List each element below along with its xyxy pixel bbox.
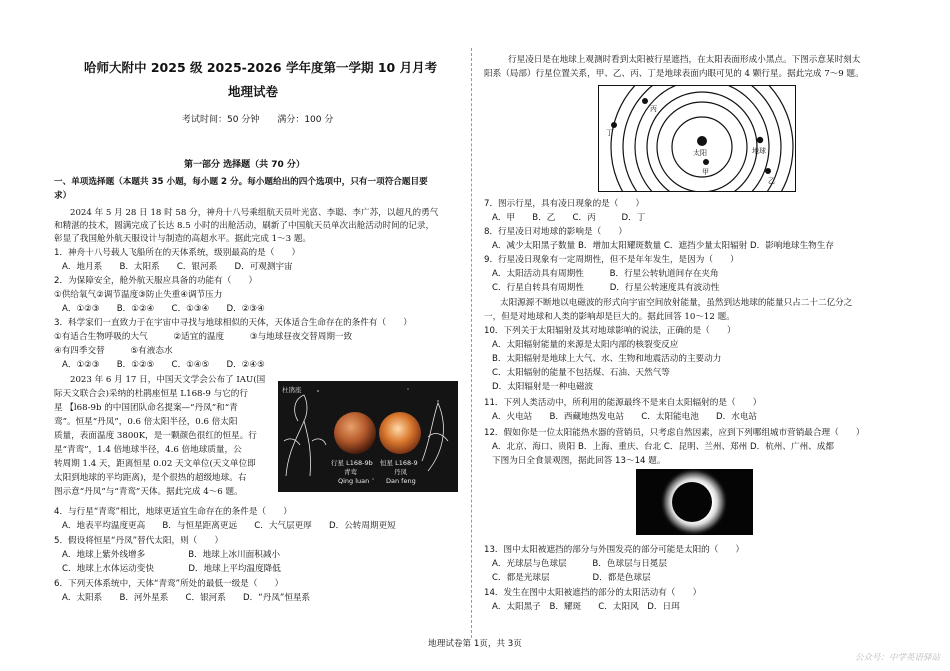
question-4-options: A．地表平均温度更高 B．与恒星距离更远 C．大气层更厚 D．公转周期更短: [62, 521, 396, 531]
instruction-line-1: 一、单项选择题（本题共 35 小题，每小题 2 分。每小题给出的四个选项中，只有一项符合题目要: [54, 177, 428, 187]
radiation-passage-line-1: 太阳源源不断地以电磁波的形式向宇宙空间放射能量，虽然到达地球的能量只占二十二亿分之: [500, 298, 853, 308]
danfeng-qingluan-image: [278, 381, 458, 492]
passage-2-line-5: 质量，表面温度 3800K，是一颗颜色很红的恒星。行: [54, 431, 257, 441]
question-1-options: A．地月系 B．太阳系 C．银河系 D．可观测宇宙: [62, 262, 293, 272]
jia-dot: [703, 159, 709, 165]
question-3-items-1: ①有适合生物呼吸的大气 ②适宜的温度 ③与地球昼夜交替周期一致: [54, 332, 353, 342]
passage-2-line-6: 星“青鸾”，1.4 倍地球半径，4.6 倍地球质量，公: [54, 445, 242, 455]
passage-1-line-2: 和精湛的技术，圆满完成了长达 8.5 小时的出舱活动，刷新了中国航天员单次出舱活动时间的记录，: [54, 221, 435, 231]
question-10-option-a: A．太阳辐射能量的来源是太阳内部的核裂变反应: [492, 340, 679, 350]
question-14: 14．发生在图中太阳被遮挡的部分的太阳活动有（ ）: [484, 588, 702, 598]
question-8-options: A．减少太阳黑子数量 B．增加太阳耀斑数量 C．遮挡少量太阳辐射 D．影响地球生物生存: [492, 241, 834, 251]
orbit-diagram: [598, 85, 796, 192]
question-11: 11．下列人类活动中，所利用的能源最终不是来自太阳辐射的是（ ）: [484, 398, 762, 408]
exam-info: 考试时间：50 分钟 满分：100 分: [182, 115, 334, 125]
question-1: 1．神舟十八号载人飞船所在的天体系统，级别最高的是（ ）: [54, 248, 301, 258]
solar-eclipse-figure: [636, 469, 753, 535]
sun-label: 太阳: [693, 149, 707, 157]
question-10: 10．下列关于太阳辐射及其对地球影响的说法，正确的是（ ）: [484, 326, 736, 336]
question-6: 6．下列天体系统中，天体“青鸾”所处的最低一级是（ ）: [54, 579, 284, 589]
passage-1-line-3: 彰显了我国舱外航天服设计与制造的高超水平。据此完成 1～3 题。: [54, 234, 312, 244]
jia-label: 甲: [702, 168, 709, 176]
question-11-options: A．火电站 B．西藏地热发电站 C．太阳能电池 D．水电站: [492, 412, 758, 422]
qingluan-label-3: Qing luan: [338, 477, 370, 485]
question-10-option-b: B．太阳辐射是地球上大气、水、生物和地震活动的主要动力: [492, 354, 722, 364]
question-5: 5．假设将恒星“丹凤”替代太阳，则（ ）: [54, 536, 224, 546]
subject-title: 地理试卷: [228, 84, 279, 99]
question-3-items-2: ④有四季交替 ⑤有液态水: [54, 346, 173, 356]
question-6-options: A．太阳系 B．河外星系 C．银河系 D．“丹凤”恒星系: [62, 593, 311, 603]
question-2-items: ①供给氧气②调节温度③防止失重④调节压力: [54, 290, 223, 300]
page-footer: 地理试卷第 1页，共 3页: [428, 639, 522, 649]
watermark: 公众号：中学英语驿站: [854, 653, 940, 663]
question-5-options-1: A．地球上紫外线增多 B．地球上冰川面积减小: [62, 550, 281, 560]
part-heading: 第一部分 选择题（共 70 分）: [184, 160, 305, 170]
transit-intro-line-1: 行星凌日是在地球上观测时看到太阳被行星遮挡，在太阳表面形成小黑点。下图示意某时刻太: [508, 55, 861, 65]
question-4: 4．与行星“青鸾”相比，地球更适宜生命存在的条件是（ ）: [54, 507, 292, 517]
question-7-options: A．甲 B．乙 C．丙 D．丁: [492, 213, 646, 223]
question-10-option-d: D．太阳辐射是一种电磁波: [492, 382, 594, 392]
question-9-options-2: C．行星自转具有周期性 D．行星公转速度具有波动性: [492, 283, 720, 293]
sun-dot: [697, 136, 707, 146]
exam-title: 哈师大附中 2025 级 2025-2026 学年度第一学期 10 月月考: [84, 60, 438, 75]
question-3: 3．科学家们一直致力于在宇宙中寻找与地球相似的天体，天体适合生命存在的条件有（ ）: [54, 318, 412, 328]
question-12-options: A．北京、海口、贵阳 B．上海、重庆、台北 C．昆明、兰州、郑州 D．杭州、广州、成都: [492, 442, 834, 452]
passage-2-line-1: 2023 年 6 月 17 日，中国天文学会公布了 IAU(国: [70, 375, 266, 385]
ding-dot: [611, 122, 617, 128]
danfeng-label-3: Dan feng: [386, 477, 416, 485]
eclipse-intro: 下图为日全食景观图，据此回答 13～14 题。: [492, 456, 666, 466]
figure1-corner-label: 杜鹃座: [282, 386, 302, 394]
question-13: 13．图中太阳被遮挡的部分与外围发亮的部分可能是太阳的（ ）: [484, 545, 745, 555]
question-10-option-c: C．太阳辐射的能量不包括煤、石油、天然气等: [492, 368, 670, 378]
bing-label: 丙: [650, 105, 657, 113]
yi-dot: [765, 168, 771, 174]
yi-label: 乙: [768, 177, 775, 185]
question-9: 9．行星凌日现象有一定周期性，但不是年年发生，是因为（ ）: [484, 255, 739, 265]
passage-1-line-1: 2024 年 5 月 28 日 18 时 58 分，神舟十八号乘组航天员叶光富、李聪、李广苏，以超凡的勇气: [70, 208, 439, 218]
ding-label: 丁: [606, 129, 613, 137]
question-14-options: A．太阳黑子 B．耀斑 C．太阳风 D．日珥: [492, 602, 680, 612]
instruction-line-2: 求）: [54, 191, 72, 201]
transit-intro-line-2: 阳系（局部）行星位置关系，甲、乙、丙、丁是地球表面内眼可见的 4 颗行星。据此完成 7～9 题。: [484, 69, 864, 79]
eclipse-image: [636, 469, 753, 535]
passage-2-line-3: 星 【l68-9b 的中国团队命名提案—“丹凤”和“青: [54, 403, 238, 413]
danfeng-label-2: 丹凤: [394, 468, 407, 476]
question-2: 2．为保障安全，舱外航天服应具备的功能有（ ）: [54, 276, 258, 286]
earth-label: 地球: [752, 147, 766, 155]
passage-2-line-8: 太阳到地球的平均距离)，是个很热的超级地球。右: [54, 473, 247, 483]
danfeng-label-1: 恒星 L168-9: [380, 459, 418, 467]
passage-2-line-4: 鸾”。恒星“丹凤”，0.6 倍太阳半径，0.6 倍太阳: [54, 417, 238, 427]
question-8: 8．行星凌日对地球的影响是（ ）: [484, 227, 627, 237]
question-13-options-2: C．都是光球层 D．都是色球层: [492, 573, 651, 583]
question-5-options-2: C．地球上水体运动变快 D．地球上平均温度降低: [62, 564, 281, 574]
question-13-options-1: A．光球层与色球层 B．色球层与日冕层: [492, 559, 668, 569]
passage-2-line-7: 转周期 1.4 天，距离恒星 0.02 天文单位(天文单位即: [54, 459, 256, 469]
column-divider: [471, 48, 472, 638]
question-3-options: A．①②③ B．①②⑤ C．①④⑤ D．②④⑤: [62, 360, 265, 370]
solar-system-figure: [598, 85, 796, 192]
bing-dot: [642, 98, 648, 104]
danfeng-qingluan-figure: [278, 381, 458, 492]
question-2-options: A．①②③ B．①②④ C．①③④ D．②③④: [62, 304, 265, 314]
question-9-options-1: A．太阳活动具有周期性 B．行星公转轨道间存在夹角: [492, 269, 719, 279]
passage-2-line-9: 图示意“丹凤”与“青鸾”天体。据此完成 4～6 题。: [54, 487, 243, 497]
question-7: 7．图示行星，具有凌日现象的是（ ）: [484, 199, 645, 209]
qingluan-label-1: 行星 L168-9b: [331, 459, 373, 467]
earth-dot: [757, 137, 763, 143]
radiation-passage-line-2: 一，但是对地球和人类的影响却是巨大的。据此回答 10～12 题。: [484, 312, 735, 322]
question-12: 12．假如你是一位太阳能热水器的营销员，只考虑自然因素，应到下列哪组城市营销最合理（ ）: [484, 428, 865, 438]
qingluan-label-2: 青鸾: [344, 468, 357, 476]
passage-2-line-2: 际天文联合会)采纳的杜鹃座恒星 L168-9 与它的行: [54, 389, 248, 399]
